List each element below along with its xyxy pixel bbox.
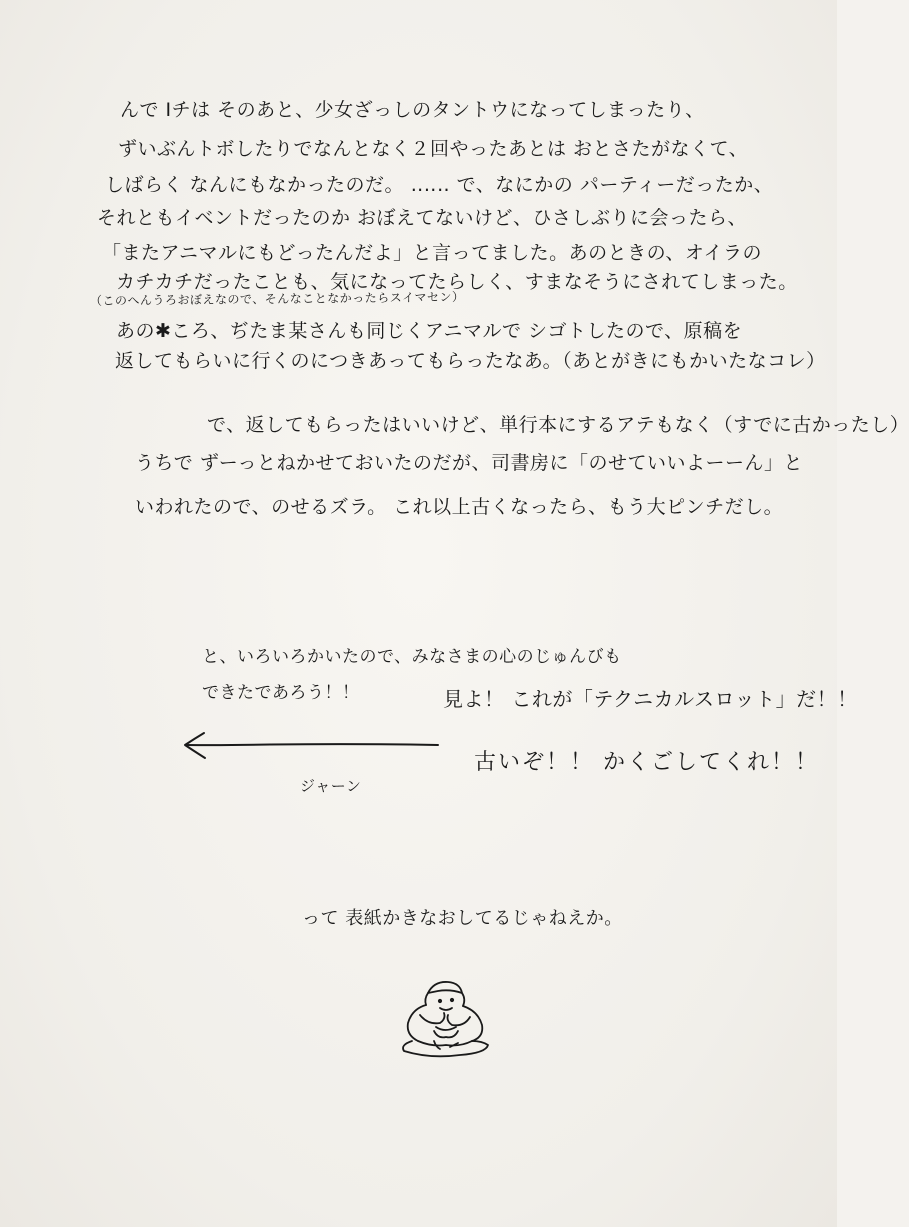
text-line-5: 「またアニマルにもどったんだよ」と言ってました。あのときの、オイラの [102,242,762,264]
text-line-12: いわれたので、のせるズラ。 これ以上古くなったら、もう大ピンチだし。 [135,496,784,518]
text-line-10: で、返してもらったはいいけど、単行本にするアテもなく（すでに古かったし） [207,414,909,436]
text-line-13: と、いろいろかいたので、みなさまの心のじゅんびも [202,647,622,667]
left-arrow-icon [180,727,442,767]
exclamation-old: 古いぞ！！ かくごしてくれ！！ [474,750,819,775]
text-line-8: あの✱ころ、ぢたま某さんも同じくアニマルで シゴトしたので、原稿を [116,320,743,342]
exclamation-look: 見よ！ これが「テクニカルスロット」だ！！ [443,687,858,711]
text-line-9: 返してもらいに行くのにつきあってもらったなあ。（あとがきにもかいたなコレ） [115,350,826,372]
text-line-14: できたであろう！！ [202,683,360,703]
text-line-4: それともイベントだったのか おぼえてないけど、ひさしぶりに会ったら、 [97,207,748,229]
text-aside-note: （このへんうろおぼえなので、そんなことなかったらスイマセン） [89,290,465,308]
closing-remark: って 表紙かきなおしてるじゃねえか。 [302,908,623,929]
text-line-11: うちで ずーっとねかせておいたのだが、司書房に「のせていいよーーん」と [135,452,804,474]
jaan-sound-effect: ジャーン [300,777,362,795]
text-line-6: カチカチだったことも、気になってたらしく、すまなそうにされてしまった。 [116,271,798,293]
sitting-character-icon [390,975,500,1069]
text-line-3: しばらく なんにもなかったのだ。 ‥‥‥ で、なにかの パーティーだったか、 [105,174,774,196]
text-line-1: んで Iチは そのあと、少女ざっしのタントウになってしまったり、 [120,99,705,121]
text-line-2: ずいぶんトボしたりでなんとなく２回やったあとは おとさたがなくて、 [118,138,749,160]
